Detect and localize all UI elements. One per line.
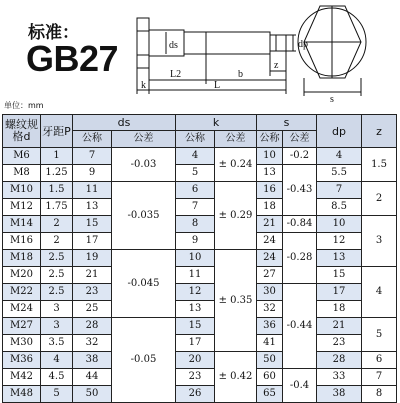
ds-cell: 13 (73, 199, 112, 216)
k-tolerance-cell: ± 0.29 (215, 182, 257, 250)
dp-cell: 21 (317, 318, 362, 335)
s-cell: 60 (257, 369, 283, 386)
standard-label: 标准： (28, 23, 79, 43)
k-cell: 9 (176, 233, 215, 250)
s-cell: 10 (257, 148, 283, 165)
s-cell: 18 (257, 199, 283, 216)
thread-cell: M18 (3, 250, 41, 267)
ds-cell: 44 (73, 369, 112, 386)
k-cell: 5 (176, 165, 215, 182)
ds-cell: 50 (73, 386, 112, 403)
thread-cell: M42 (3, 369, 41, 386)
z-cell: 6 (362, 352, 397, 369)
pitch-cell: 2.5 (41, 284, 73, 301)
k-cell: 15 (176, 318, 215, 335)
pitch-cell: 1.25 (41, 165, 73, 182)
ds-cell: 32 (73, 335, 112, 352)
k-cell: 6 (176, 182, 215, 199)
k-cell: 10 (176, 250, 215, 267)
pitch-cell: 5 (41, 386, 73, 403)
k-cell: 23 (176, 369, 215, 386)
z-cell: 3 (362, 216, 397, 267)
s-cell: 36 (257, 318, 283, 335)
s-tolerance-cell: -0.28 (283, 233, 317, 284)
ds-cell: 17 (73, 233, 112, 250)
b-label: b (238, 69, 243, 80)
s-tolerance-cell: -0.84 (283, 216, 317, 233)
table-row (3, 301, 397, 318)
k-header: k (176, 115, 257, 131)
pitch-cell: 4 (41, 352, 73, 369)
pitch-cell: 3 (41, 301, 73, 318)
ds-label: ds (169, 40, 178, 51)
k-tolerance-cell: ± 0.42 (215, 352, 257, 403)
thread-header: 螺纹规格d (3, 115, 41, 148)
table-row (3, 199, 397, 216)
pitch-cell: 2.5 (41, 250, 73, 267)
s-cell: 65 (257, 386, 283, 403)
z-cell: 5 (362, 318, 397, 352)
k-cell: 8 (176, 216, 215, 233)
s-cell: 24 (257, 233, 283, 250)
ds-tolerance-cell: -0.045 (112, 250, 176, 318)
dp-label: dp (298, 39, 308, 50)
dp-cell: 13 (317, 250, 362, 267)
table-row (3, 369, 397, 386)
pitch-cell: 3 (41, 318, 73, 335)
table-row (3, 318, 397, 335)
dp-header: dp (317, 115, 362, 148)
table-row (3, 182, 397, 199)
ds-cell: 7 (73, 148, 112, 165)
s-nominal-header: 公称 (257, 131, 283, 148)
dp-cell: 15 (317, 267, 362, 284)
thread-cell: M22 (3, 284, 41, 301)
z-cell: 4 (362, 267, 397, 318)
dp-cell: 17 (317, 284, 362, 301)
z-cell: 1.5 (362, 148, 397, 182)
table-row (3, 148, 397, 165)
spec-table (2, 114, 397, 403)
dp-cell: 38 (317, 386, 362, 403)
pitch-cell: 3.5 (41, 335, 73, 352)
s-cell: 24 (257, 250, 283, 267)
thread-cell: M6 (3, 148, 41, 165)
thread-cell: M27 (3, 318, 41, 335)
k-tolerance-cell: ± 0.24 (215, 148, 257, 182)
standard-code: GB27 (26, 38, 119, 79)
ds-nominal-header: 公称 (73, 131, 112, 148)
thread-cell: M10 (3, 182, 41, 199)
ds-tolerance-header: 公差 (112, 131, 176, 148)
k-cell: 12 (176, 284, 215, 301)
table-row (3, 233, 397, 250)
ds-tolerance-cell: -0.05 (112, 318, 176, 403)
pitch-header: 牙距P (41, 115, 73, 148)
k-label: k (141, 80, 146, 91)
s-cell: 16 (257, 182, 283, 199)
thread-cell: M36 (3, 352, 41, 369)
k-cell: 11 (176, 267, 215, 284)
thread-cell: M30 (3, 335, 41, 352)
z-cell: 2 (362, 182, 397, 216)
s-header: s (257, 115, 317, 131)
ds-cell: 23 (73, 284, 112, 301)
s-tolerance-header: 公差 (283, 131, 317, 148)
dp-cell: 12 (317, 233, 362, 250)
l-label: L (214, 80, 221, 91)
pitch-cell: 1 (41, 148, 73, 165)
ds-cell: 21 (73, 267, 112, 284)
pitch-cell: 2 (41, 216, 73, 233)
k-cell: 4 (176, 148, 215, 165)
k-cell: 17 (176, 335, 215, 352)
k-cell: 7 (176, 199, 215, 216)
z-cell: 7 (362, 369, 397, 386)
pitch-cell: 2.5 (41, 267, 73, 284)
ds-tolerance-cell: -0.035 (112, 182, 176, 250)
table-row (3, 335, 397, 352)
k-cell: 20 (176, 352, 215, 369)
s-cell: 21 (257, 216, 283, 233)
pitch-cell: 4.5 (41, 369, 73, 386)
s-cell: 30 (257, 284, 283, 301)
thread-cell: M24 (3, 301, 41, 318)
s-cell: 50 (257, 352, 283, 369)
z-header: z (362, 115, 397, 148)
thread-cell: M16 (3, 233, 41, 250)
s-cell: 27 (257, 267, 283, 284)
dp-cell: 28 (317, 352, 362, 369)
table-row (3, 250, 397, 267)
z-label: z (274, 60, 279, 71)
s-cell: 32 (257, 301, 283, 318)
k-cell: 26 (176, 386, 215, 403)
k-nominal-header: 公称 (176, 131, 215, 148)
l2-label: L2 (170, 69, 182, 80)
ds-cell: 9 (73, 165, 112, 182)
unit-note: 单位：mm (4, 101, 44, 110)
ds-cell: 38 (73, 352, 112, 369)
ds-cell: 25 (73, 301, 112, 318)
dp-cell: 18 (317, 301, 362, 318)
dp-cell: 23 (317, 335, 362, 352)
z-cell: 8 (362, 386, 397, 403)
ds-header: ds (73, 115, 176, 131)
k-tolerance-header: 公差 (215, 131, 257, 148)
ds-cell: 15 (73, 216, 112, 233)
s-tolerance-cell: -0.44 (283, 284, 317, 369)
pitch-cell: 1.5 (41, 182, 73, 199)
s-cell: 41 (257, 335, 283, 352)
pitch-cell: 2 (41, 233, 73, 250)
dp-cell: 8.5 (317, 199, 362, 216)
pitch-cell: 1.75 (41, 199, 73, 216)
thread-cell: M12 (3, 199, 41, 216)
ds-tolerance-cell: -0.03 (112, 148, 176, 182)
table-row (3, 352, 397, 369)
k-cell: 13 (176, 301, 215, 318)
s-tolerance-cell: -0.43 (283, 165, 317, 216)
ds-cell: 28 (73, 318, 112, 335)
thread-cell: M8 (3, 165, 41, 182)
bolt-diagram (0, 0, 400, 112)
k-tolerance-cell: ± 0.35 (215, 250, 257, 352)
s-tolerance-cell: -0.4 (283, 369, 317, 403)
table-row (3, 165, 397, 182)
dp-cell: 7 (317, 182, 362, 199)
table-row (3, 284, 397, 301)
ds-cell: 11 (73, 182, 112, 199)
table-row (3, 267, 397, 284)
ds-cell: 19 (73, 250, 112, 267)
thread-cell: M14 (3, 216, 41, 233)
dp-cell: 5.5 (317, 165, 362, 182)
table-row (3, 216, 397, 233)
s-label: s (330, 94, 334, 105)
s-cell: 13 (257, 165, 283, 182)
thread-cell: M20 (3, 267, 41, 284)
thread-cell: M48 (3, 386, 41, 403)
dp-cell: 4 (317, 148, 362, 165)
dp-cell: 33 (317, 369, 362, 386)
dp-cell: 10 (317, 216, 362, 233)
s-tolerance-cell: -0.2 (283, 148, 317, 165)
